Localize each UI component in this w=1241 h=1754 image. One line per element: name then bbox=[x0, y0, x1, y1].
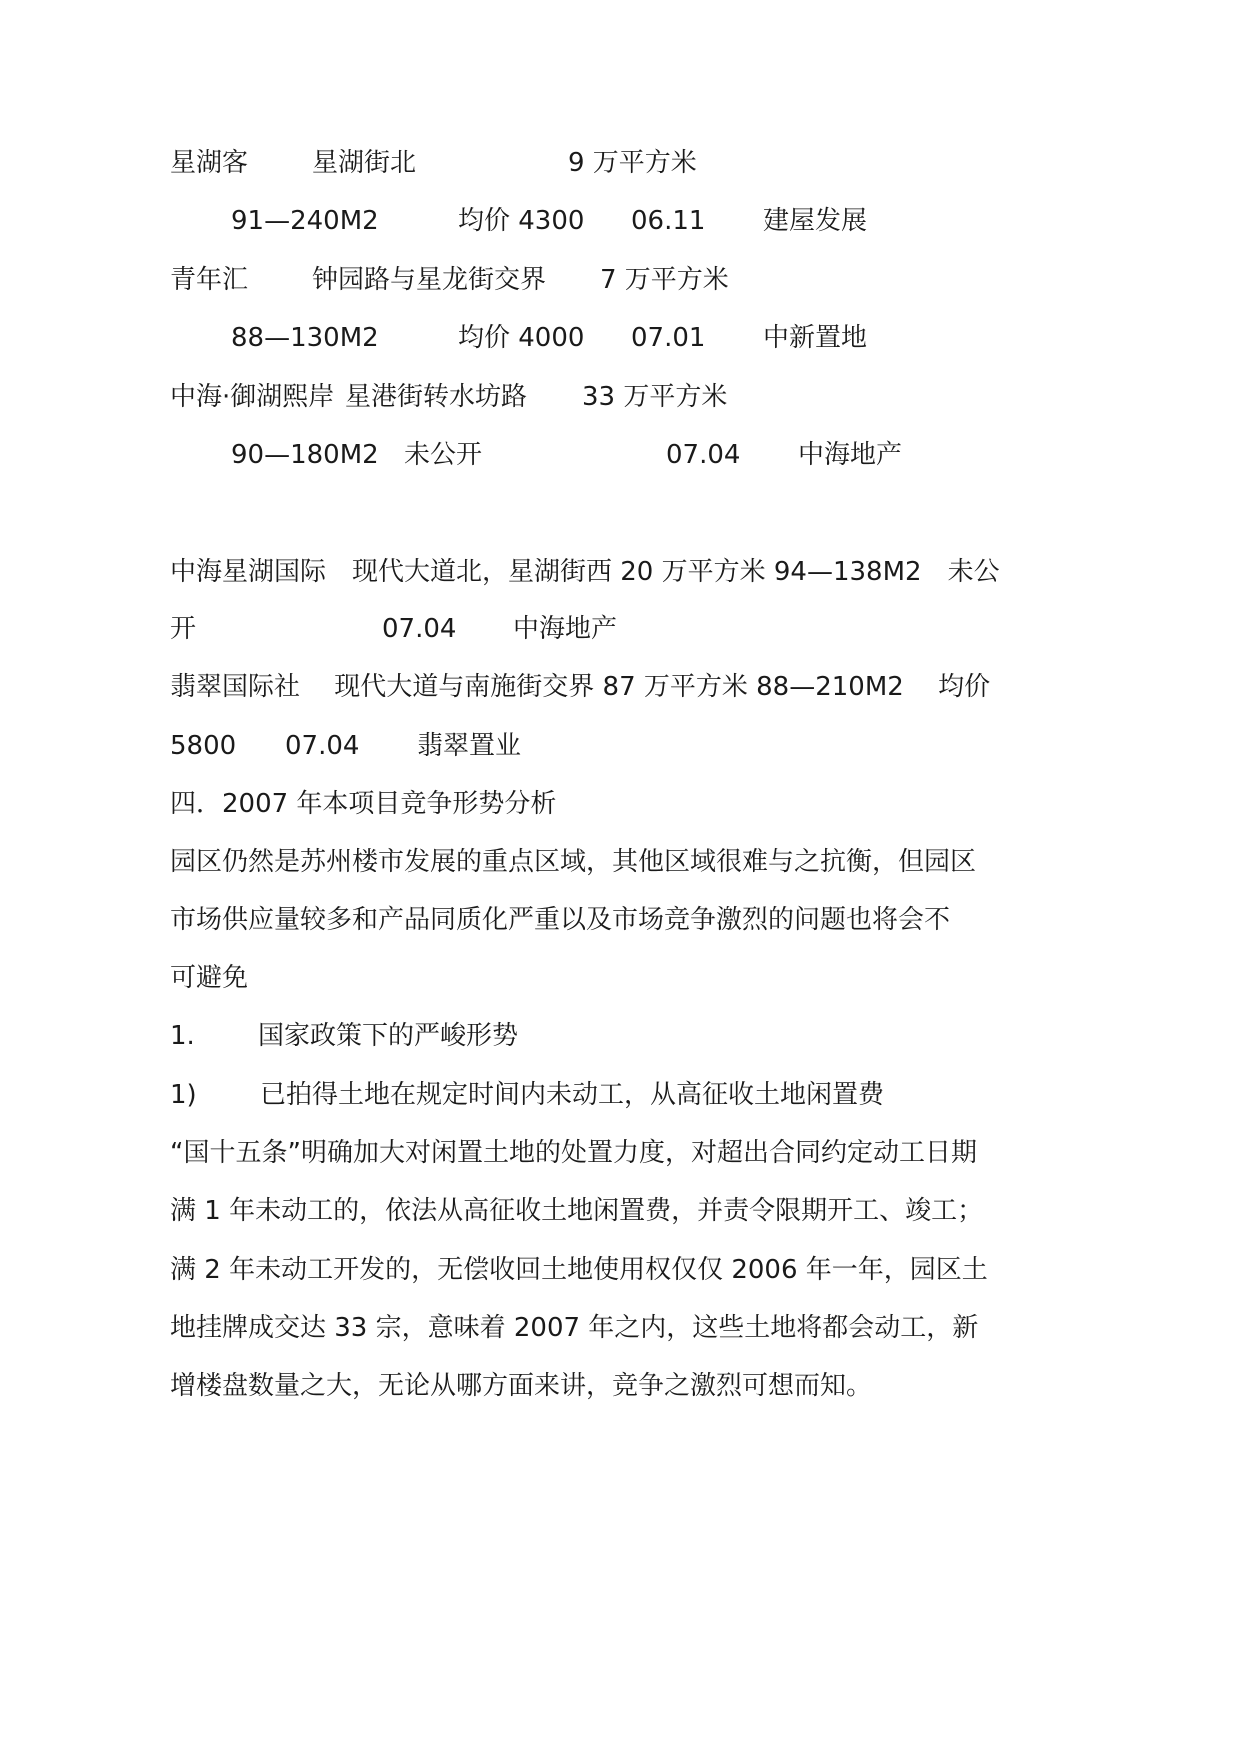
paragraph-line: 增楼盘数量之大，无论从哪方面来讲，竞争之激烈可想而知。 bbox=[170, 1371, 873, 1401]
paragraph-line: 满 2 年未动工开发的，无偿收回土地使用权仅仅 2006 年一年，园区土 bbox=[170, 1255, 988, 1285]
paragraph-line: 园区仍然是苏州楼市发展的重点区域，其他区域很难与之抗衡，但园区 bbox=[170, 847, 977, 877]
subheading-number: 1. bbox=[170, 1021, 195, 1051]
wrapped-row-line: 翡翠国际社 现代大道与南施街交界 87 万平方米 88—210M2 均价 bbox=[170, 672, 991, 702]
paragraph-line: “国十五条”明确加大对闲置土地的处置力度，对超出合同约定动工日期 bbox=[170, 1138, 977, 1168]
wrapped-row-part: 翡翠置业 bbox=[417, 731, 522, 761]
item-number: 1) bbox=[170, 1080, 197, 1110]
project-unit-size: 90—180M2 bbox=[231, 440, 379, 470]
wrapped-row-part: 07.04 bbox=[285, 731, 360, 761]
project-name: 星湖客 bbox=[170, 148, 249, 178]
project-date: 07.01 bbox=[631, 323, 706, 353]
project-date: 07.04 bbox=[666, 440, 741, 470]
project-developer: 中新置地 bbox=[763, 323, 868, 353]
project-location: 钟园路与星龙街交界 bbox=[312, 265, 547, 295]
wrapped-row-part: 5800 bbox=[170, 731, 237, 761]
project-name: 中海·御湖熙岸 bbox=[170, 382, 335, 412]
section-heading: 四．2007 年本项目竞争形势分析 bbox=[170, 789, 557, 819]
paragraph-line: 满 1 年未动工的，依法从高征收土地闲置费，并责令限期开工、竣工； bbox=[170, 1196, 984, 1226]
project-price: 均价 4000 bbox=[458, 323, 585, 353]
project-developer: 建屋发展 bbox=[763, 206, 868, 236]
project-price: 未公开 bbox=[404, 440, 483, 470]
wrapped-row-part: 07.04 bbox=[382, 614, 457, 644]
project-location: 星湖街北 bbox=[312, 148, 417, 178]
paragraph-line: 可避免 bbox=[170, 963, 249, 993]
project-unit-size: 91—240M2 bbox=[231, 206, 379, 236]
project-developer: 中海地产 bbox=[798, 440, 903, 470]
paragraph-line: 地挂牌成交达 33 宗，意味着 2007 年之内，这些土地将都会动工，新 bbox=[170, 1313, 979, 1343]
project-price: 均价 4300 bbox=[458, 206, 585, 236]
project-unit-size: 88—130M2 bbox=[231, 323, 379, 353]
wrapped-row-part: 中海地产 bbox=[513, 614, 618, 644]
paragraph-line: 市场供应量较多和产品同质化严重以及市场竞争激烈的问题也将会不 bbox=[170, 905, 951, 935]
project-area: 7 万平方米 bbox=[600, 265, 729, 295]
item-text: 已拍得土地在规定时间内未动工，从高征收土地闲置费 bbox=[260, 1080, 885, 1110]
project-location: 星港街转水坊路 bbox=[345, 382, 528, 412]
project-date: 06.11 bbox=[631, 206, 706, 236]
project-name: 青年汇 bbox=[170, 265, 249, 295]
project-area: 33 万平方米 bbox=[582, 382, 728, 412]
wrapped-row-line: 中海星湖国际 现代大道北，星湖街西 20 万平方米 94—138M2 未公 bbox=[170, 557, 1000, 587]
wrapped-row-part: 开 bbox=[170, 614, 197, 644]
project-area: 9 万平方米 bbox=[568, 148, 697, 178]
subheading-text: 国家政策下的严峻形势 bbox=[258, 1021, 519, 1051]
